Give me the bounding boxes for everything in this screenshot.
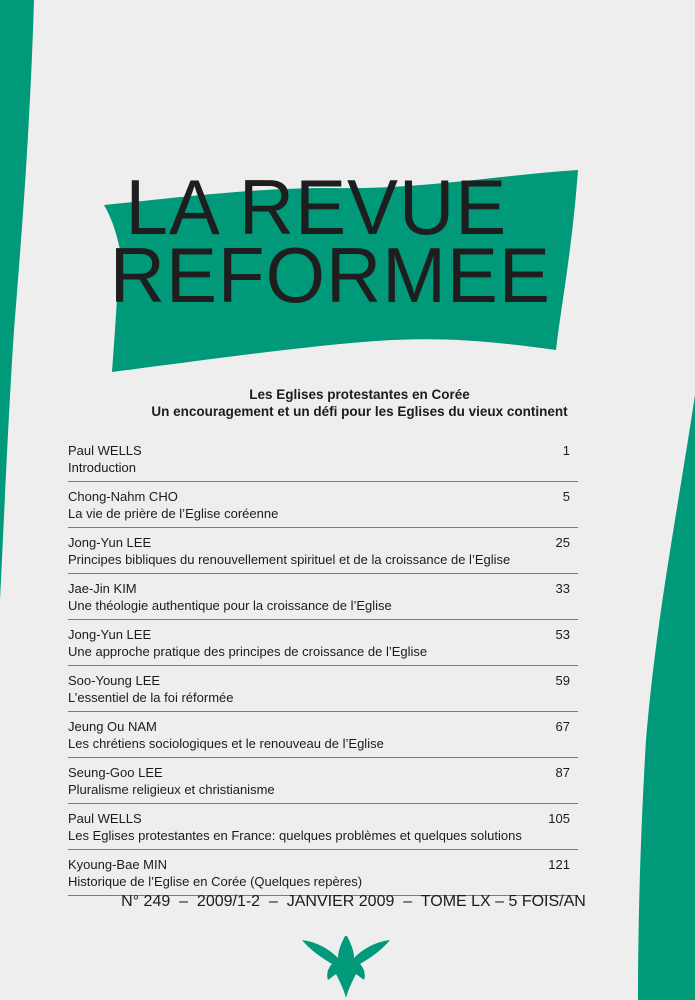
journal-title-line-2: REFORMEE (109, 231, 551, 319)
toc-article-title: Historique de l’Eglise en Corée (Quelques repères) (68, 874, 363, 889)
toc-page-number: 67 (555, 719, 570, 734)
toc-article-title: Une théologie authentique pour la croissance de l’Eglise (68, 598, 392, 613)
toc-entry (68, 441, 578, 482)
toc-page-number: 59 (555, 673, 570, 688)
toc-author: Jong-Yun LEE (68, 535, 152, 550)
toc-article-title: L’essentiel de la foi réformée (68, 690, 234, 705)
toc-entry (68, 579, 578, 620)
toc-entry (68, 487, 578, 528)
toc-entry (68, 855, 578, 896)
toc-article-title: La vie de prière de l’Eglise coréenne (68, 506, 279, 521)
toc-author: Chong-Nahm CHO (68, 489, 178, 504)
toc-page-number: 87 (555, 765, 570, 780)
toc-author: Jeung Ou NAM (68, 719, 157, 734)
toc-entry (68, 533, 578, 574)
toc-author: Seung-Goo LEE (68, 765, 163, 780)
toc-entry (68, 625, 578, 666)
toc-author: Paul WELLS (68, 443, 142, 458)
toc-entry (68, 809, 578, 850)
toc-page-number: 53 (555, 627, 570, 642)
toc-page-number: 1 (562, 443, 570, 458)
toc-author: Soo-Young LEE (68, 673, 161, 688)
toc-author: Jae-Jin KIM (68, 581, 137, 596)
toc-article-title: Pluralisme religieux et christianisme (68, 782, 275, 797)
issue-subtitle-line-2: Un encouragement et un défi pour les Eglises du vieux continent (151, 404, 568, 419)
toc-article-title: Les Eglises protestantes en France: quelques problèmes et quelques solutions (68, 828, 522, 843)
toc-page-number: 33 (555, 581, 570, 596)
toc-entry (68, 717, 578, 758)
issue-subtitle-line-1: Les Eglises protestantes en Corée (249, 387, 470, 402)
dove-icon (302, 936, 390, 998)
toc-author: Paul WELLS (68, 811, 142, 826)
toc-article-title: Les chrétiens sociologiques et le renouveau de l’Eglise (68, 736, 384, 751)
toc-author: Kyoung-Bae MIN (68, 857, 167, 872)
toc-author: Jong-Yun LEE (68, 627, 152, 642)
toc-page-number: 121 (548, 857, 570, 872)
toc-article-title: Une approche pratique des principes de croissance de l’Eglise (68, 644, 428, 659)
toc-page-number: 105 (548, 811, 570, 826)
toc-page-number: 25 (555, 535, 570, 550)
issue-info: N° 249 – 2009/1-2 – JANVIER 2009 – TOME LX – 5 FOIS/AN (121, 893, 586, 910)
toc-article-title: Introduction (68, 460, 136, 475)
toc-page-number: 5 (562, 489, 570, 504)
journal-title-line-1: LA REVUE (125, 163, 508, 251)
table-of-contents (68, 441, 578, 901)
toc-entry (68, 763, 578, 804)
toc-entry (68, 671, 578, 712)
toc-article-title: Principes bibliques du renouvellement spirituel et de la croissance de l’Eglise (68, 552, 511, 567)
